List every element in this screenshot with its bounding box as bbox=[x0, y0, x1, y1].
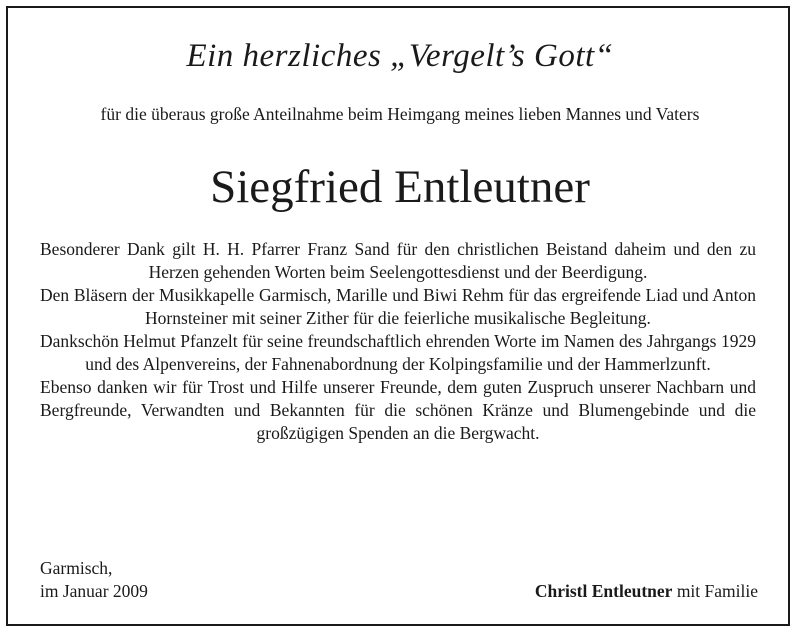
thanks-paragraph: Ebenso danken wir für Trost und Hilfe unserer Freunde, dem guten Zuspruch unserer Nachbarn und Bergfreunde, Verwandten und Bekannten für die schönen Kränze und Blumengebinde und die großzügigen Spenden an die Bergwacht. bbox=[40, 377, 756, 443]
signature-suffix: mit Familie bbox=[672, 581, 758, 601]
deceased-name: Siegfried Entleutner bbox=[210, 161, 590, 213]
date: im Januar 2009 bbox=[40, 581, 148, 601]
thanks-paragraph: Dankschön Helmut Pfanzelt für seine freundschaftlich ehrenden Worte im Namen des Jahrgangs 1929 und des Alpenvereins, der Fahnenabordnung der Kolpingsfamilie und der Hammerlzunft. bbox=[40, 331, 756, 374]
signature bbox=[535, 580, 758, 603]
place-date bbox=[40, 557, 148, 603]
thanks-paragraph: Besonderer Dank gilt H. H. Pfarrer Franz Sand für den christlichen Beistand daheim und den zu Herzen gehenden Worten beim Seelengottesdienst und der Beerdigung. bbox=[40, 239, 756, 282]
thanks-body bbox=[40, 238, 756, 445]
signature-name: Christl Entleutner bbox=[534, 581, 673, 601]
headline: Ein herzliches „Vergelt’s Gott“ bbox=[186, 38, 614, 74]
intro-text: für die überaus große Anteilnahme beim Heimgang meines lieben Mannes und Vaters bbox=[100, 104, 700, 124]
place: Garmisch, bbox=[40, 558, 113, 578]
thanks-paragraph: Den Bläsern der Musikkapelle Garmisch, Marille und Biwi Rehm für das ergreifende Liad und Anton Hornsteiner mit seiner Zither für die feierliche musikalische Begleitung. bbox=[40, 285, 756, 328]
